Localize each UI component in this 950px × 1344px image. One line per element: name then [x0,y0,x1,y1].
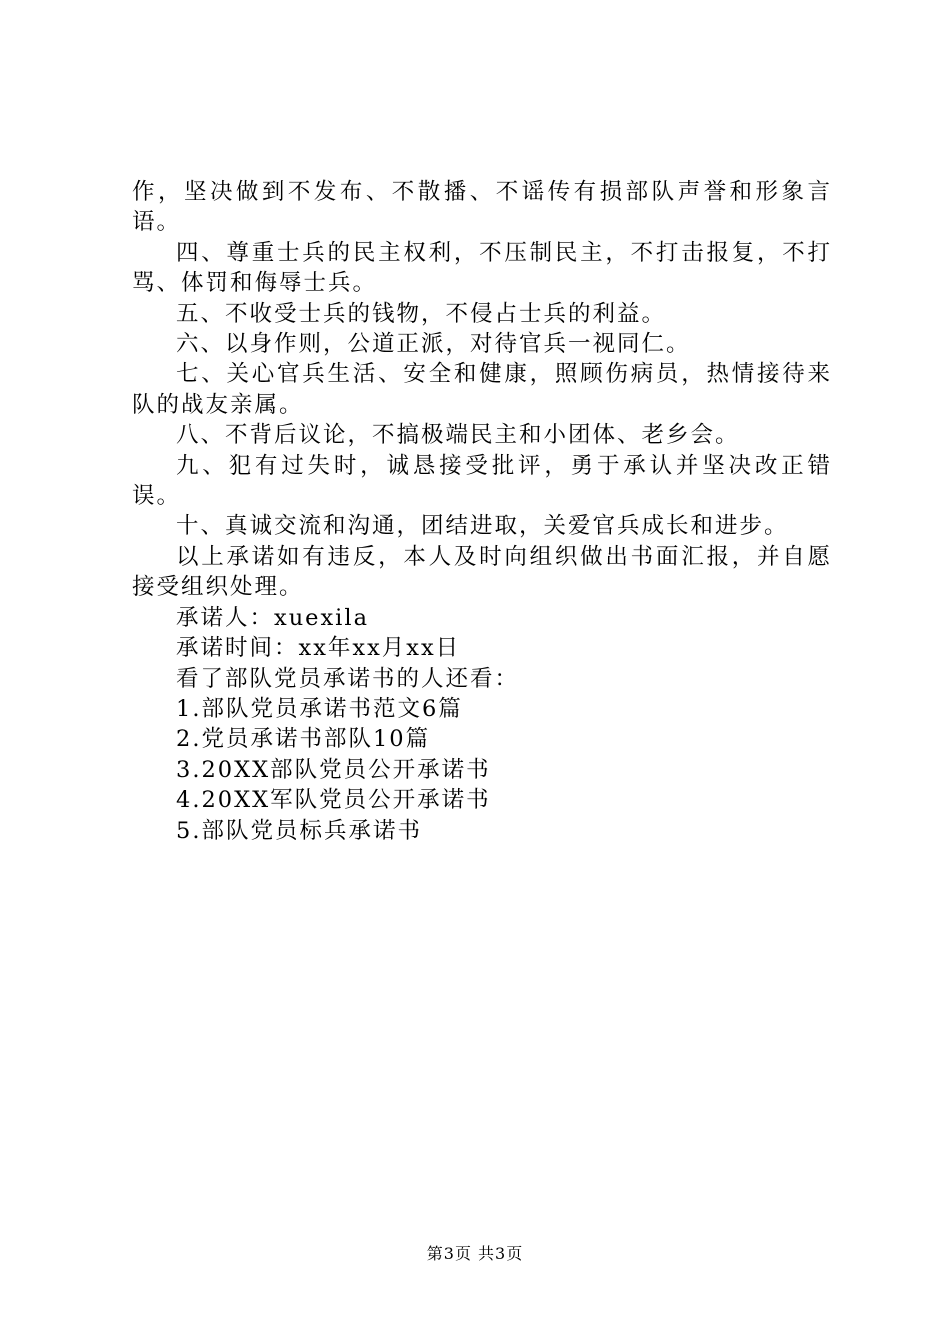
related-link[interactable]: 1.部队党员承诺书范文6篇 [176,695,463,722]
document-body [132,177,832,846]
paragraph-closing-statement: 以上承诺如有违反，本人及时向组织做出书面汇报，并自愿接受组织处理。 [132,543,832,601]
paragraph-item-7: 七、关心官兵生活、安全和健康，照顾伤病员，热情接待来队的战友亲属。 [132,361,832,418]
related-link[interactable]: 5.部队党员标兵承诺书 [176,817,422,844]
signer-line: 承诺人：xuexila [176,604,369,631]
paragraph-item-10: 十、真诚交流和沟通，团结进取，关爱官兵成长和进步。 [176,513,789,540]
paragraph-continuation: 作，坚决做到不发布、不散播、不谣传有损部队声誉和形象言语。 [132,179,832,236]
paragraph-item-9: 九、犯有过失时，诚恳接受批评，勇于承认并坚决改正错误。 [132,452,832,510]
paragraph-item-4: 四、尊重士兵的民主权利，不压制民主，不打击报复，不打骂、体罚和侮辱士兵。 [132,239,832,297]
paragraph-item-8: 八、不背后议论，不搞极端民主和小团体、老乡会。 [176,422,740,449]
related-link[interactable]: 4.20XX军队党员公开承诺书 [176,787,491,814]
date-line: 承诺时间：xx年xx月xx日 [176,635,461,662]
page-number-footer: 第3页 共3页 [426,1244,524,1263]
paragraph-item-5: 五、不收受士兵的钱物，不侵占士兵的利益。 [176,300,667,327]
paragraph-item-6: 六、以身作则，公道正派，对待官兵一视同仁。 [176,331,691,358]
related-heading: 看了部队党员承诺书的人还看： [176,665,520,692]
related-link[interactable]: 2.党员承诺书部队10篇 [176,726,431,753]
related-link[interactable]: 3.20XX部队党员公开承诺书 [176,756,491,783]
